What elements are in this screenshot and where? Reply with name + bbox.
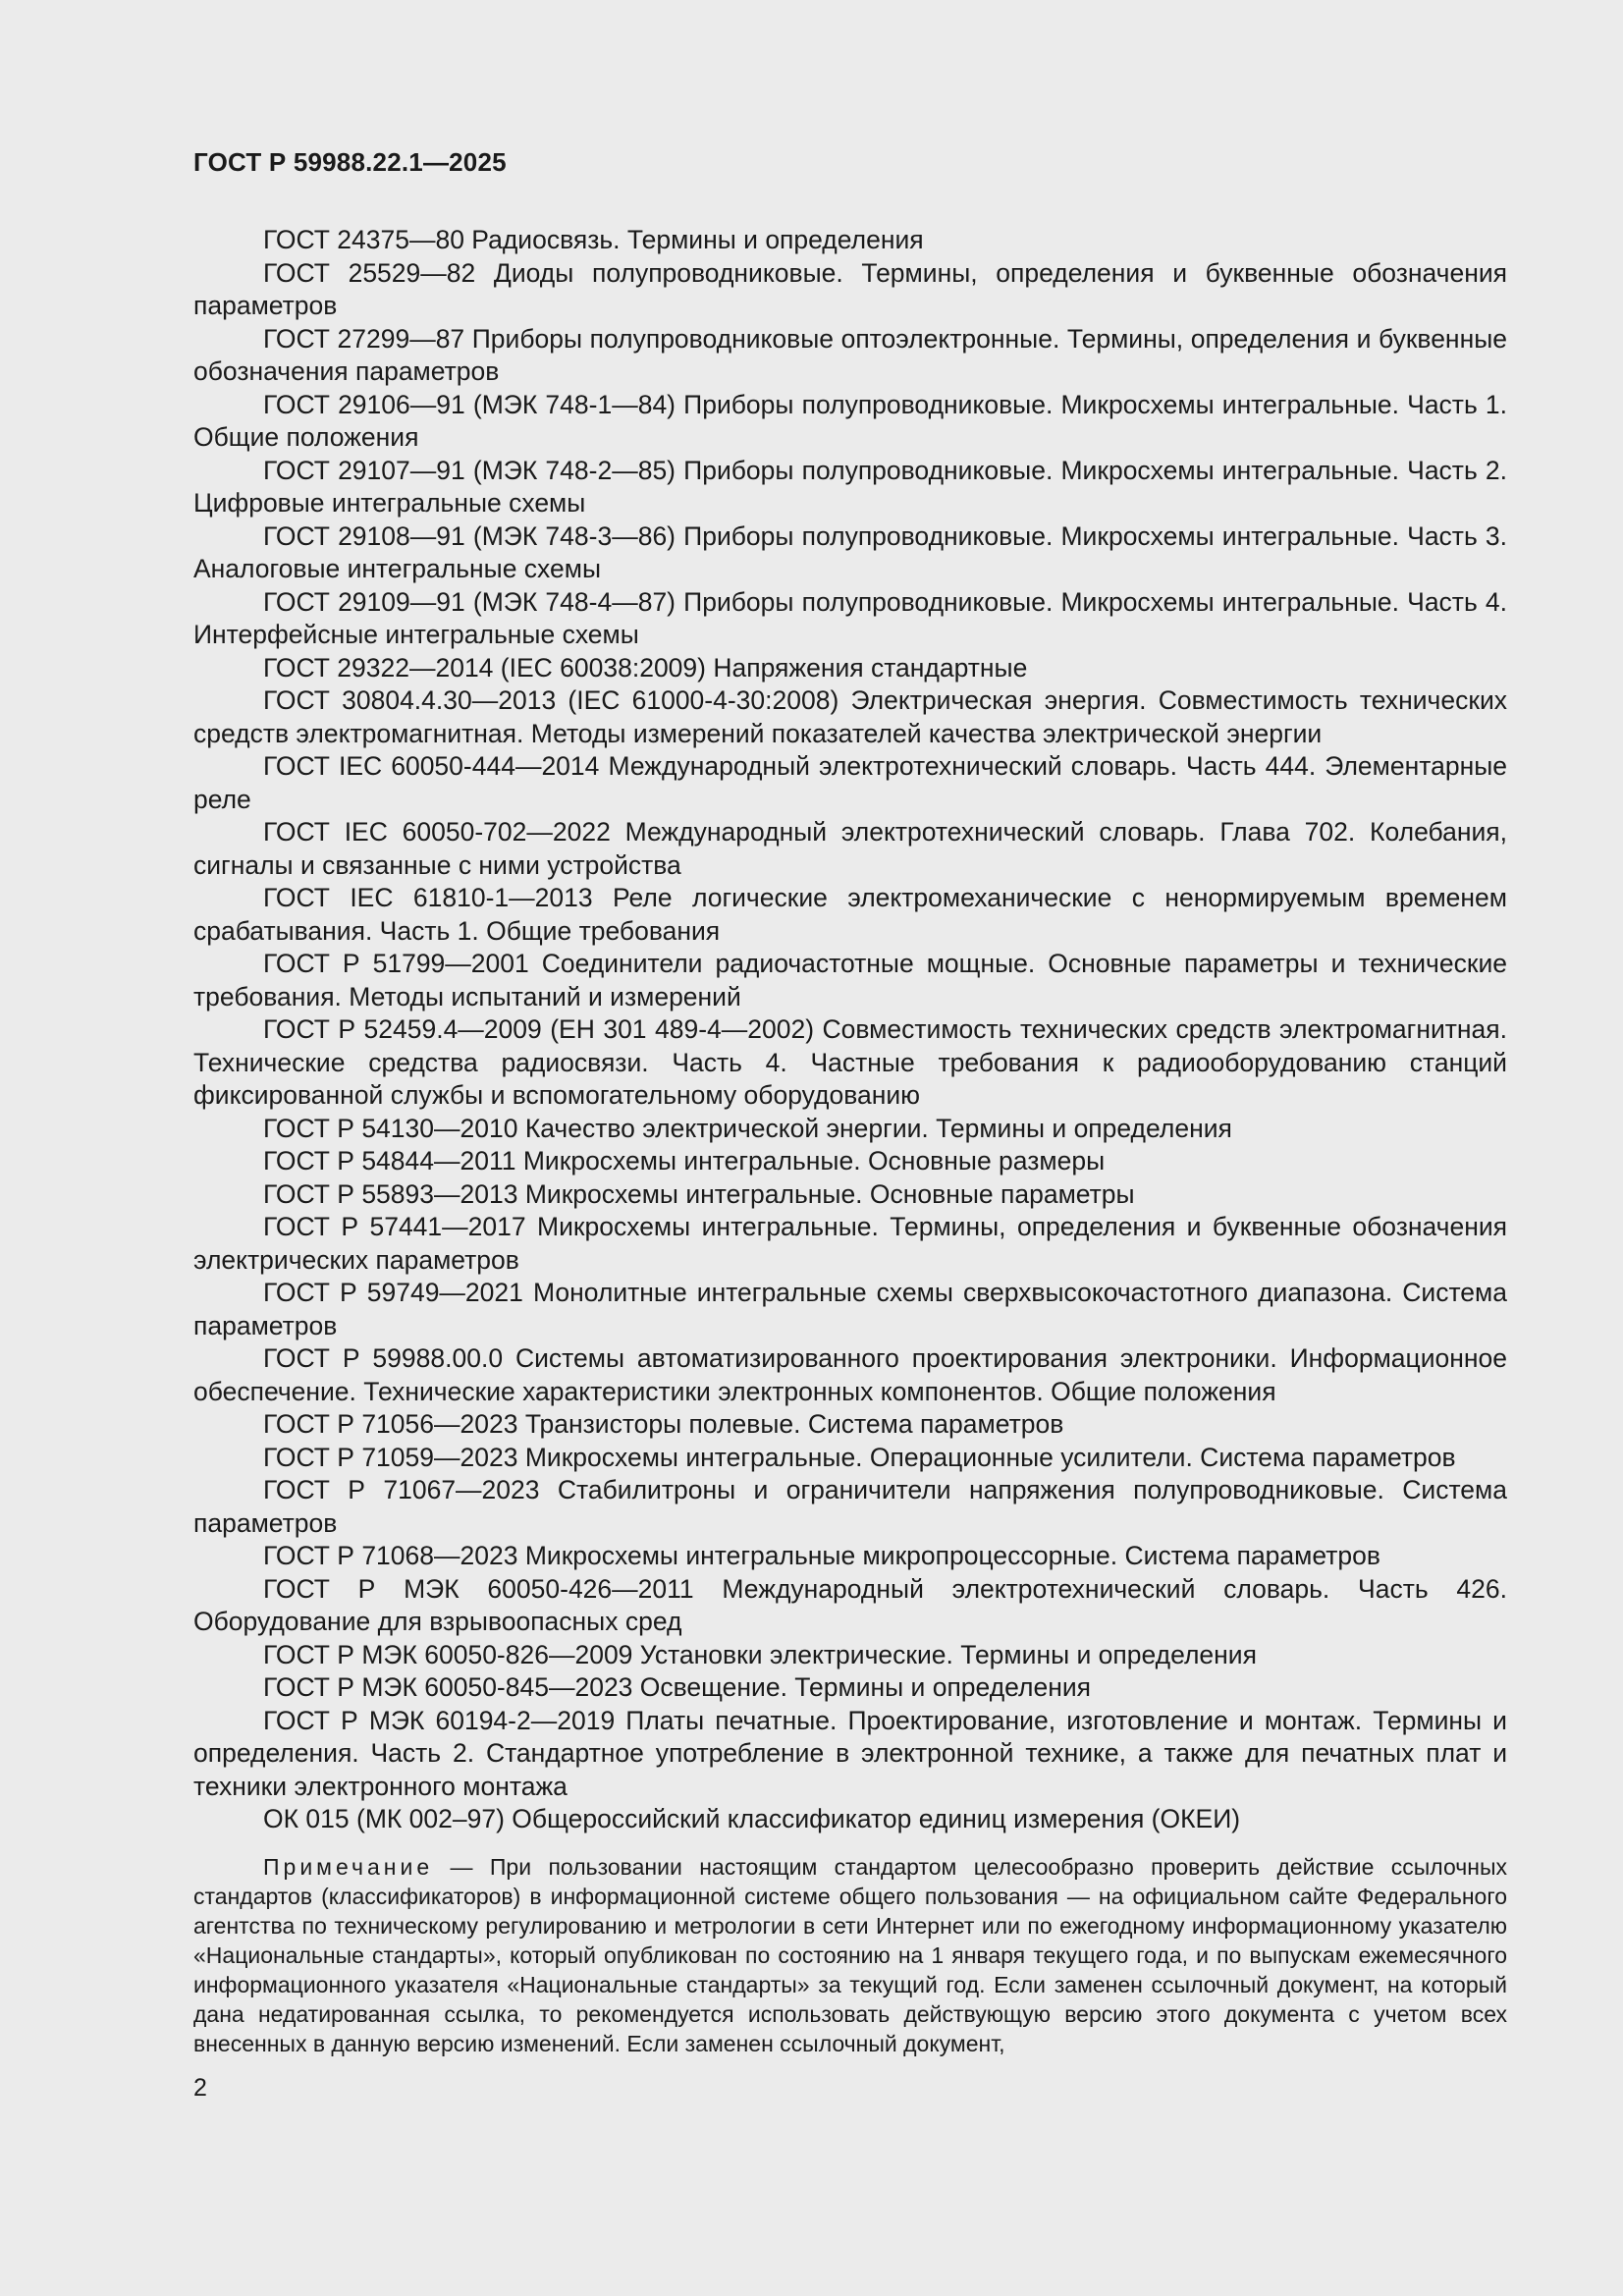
reference-item: ГОСТ 30804.4.30—2013 (IEC 61000-4-30:2008) Электрическая энергия. Совместимость технических средств электромагнитная. Методы измерений показателей качества электрической энергии [193, 685, 1507, 748]
reference-item: ОК 015 (МК 002–97) Общероссийский классификатор единиц измерения (ОКЕИ) [263, 1804, 1241, 1833]
reference-item: ГОСТ 25529—82 Диоды полупроводниковые. Термины, определения и буквенные обозначения параметров [193, 257, 1507, 320]
reference-item: ГОСТ Р 71059—2023 Микросхемы интегральные. Операционные усилители. Система параметров [263, 1442, 1456, 1472]
reference-item: ГОСТ Р 71067—2023 Стабилитроны и ограничители напряжения полупроводниковые. Система параметров [193, 1475, 1507, 1538]
note-text: — При пользовании настоящим стандартом целесообразно проверить действие ссылочных стандартов (классификаторов) в информационной системе общего пользования — на официальном сайте Федерального агентства по техническому регулированию и метрологии в сети Интернет или по ежегодному информационному указателю «Национальные стандарты», который опубликован по состоянию на 1 января текущего года, и по выпускам ежемесячного информационного указателя «Национальные стандарты» за текущий год. Если заменен ссылочный документ, на который дана недатированная ссылка, то рекомендуется использовать действующую версию этого документа с учетом всех внесенных в данную версию изменений. Если заменен ссылочный документ, [193, 1854, 1507, 2056]
page-number: 2 [193, 2074, 207, 2102]
reference-item: ГОСТ Р 51799—2001 Соединители радиочастотные мощные. Основные параметры и технические требования. Методы испытаний и измерений [193, 949, 1507, 1011]
reference-item: ГОСТ Р 55893—2013 Микросхемы интегральные. Основные параметры [263, 1178, 1135, 1209]
reference-item: ГОСТ Р МЭК 60050-426—2011 Международный электротехнический словарь. Часть 426. Оборудование для взрывоопасных сред [193, 1573, 1507, 1636]
note-paragraph [193, 1852, 1507, 2058]
reference-item: ГОСТ Р МЭК 60050-826—2009 Установки электрические. Термины и определения [263, 1639, 1257, 1669]
reference-item: ГОСТ 29108—91 (МЭК 748-3—86) Приборы полупроводниковые. Микросхемы интегральные. Часть 3. Аналоговые интегральные схемы [193, 520, 1507, 583]
reference-item: ГОСТ Р 59988.00.0 Системы автоматизированного проектирования электроники. Информационное обеспечение. Технические характеристики электронных компонентов. Общие положения [193, 1343, 1507, 1406]
reference-item: ГОСТ Р МЭК 60050-845—2023 Освещение. Термины и определения [263, 1672, 1092, 1702]
reference-item: ГОСТ Р 57441—2017 Микросхемы интегральные. Термины, определения и буквенные обозначения электрических параметров [193, 1212, 1507, 1275]
note-label: Примечание [263, 1854, 434, 1880]
normative-references-list [193, 224, 1507, 1836]
reference-item: ГОСТ Р 54844—2011 Микросхемы интегральные. Основные размеры [263, 1146, 1106, 1175]
reference-item: ГОСТ 29322—2014 (IEC 60038:2009) Напряжения стандартные [263, 652, 1028, 683]
reference-item: ГОСТ Р МЭК 60194-2—2019 Платы печатные. Проектирование, изготовление и монтаж. Термины и определения. Часть 2. Стандартное употребление в электронной технике, а также для печатных плат и техники электронного монтажа [193, 1705, 1507, 1801]
reference-item: ГОСТ 24375—80 Радиосвязь. Термины и определения [263, 225, 924, 254]
reference-item: ГОСТ Р 54130—2010 Качество электрической энергии. Термины и определения [263, 1113, 1232, 1143]
reference-item: ГОСТ 29106—91 (МЭК 748-1—84) Приборы полупроводниковые. Микросхемы интегральные. Часть 1. Общие положения [193, 389, 1507, 452]
reference-item: ГОСТ IEC 60050-702—2022 Международный электротехнический словарь. Глава 702. Колебания, сигналы и связанные с ними устройства [193, 817, 1507, 880]
reference-item: ГОСТ 29107—91 (МЭК 748-2—85) Приборы полупроводниковые. Микросхемы интегральные. Часть 2. Цифровые интегральные схемы [193, 455, 1507, 518]
document-header: ГОСТ Р 59988.22.1—2025 [193, 147, 507, 177]
reference-item: ГОСТ Р 52459.4—2009 (ЕН 301 489-4—2002) Совместимость технических средств электромагнитная. Технические средства радиосвязи. Часть 4. Частные требования к радиооборудованию станций фиксированной службы и вспомогательному оборудованию [193, 1014, 1507, 1110]
reference-item: ГОСТ Р 59749—2021 Монолитные интегральные схемы сверхвысокочастотного диапазона. Система параметров [193, 1278, 1507, 1340]
reference-item: ГОСТ Р 71068—2023 Микросхемы интегральные микропроцессорные. Система параметров [263, 1541, 1380, 1570]
reference-item: ГОСТ Р 71056—2023 Транзисторы полевые. Система параметров [263, 1409, 1064, 1439]
reference-item: ГОСТ 27299—87 Приборы полупроводниковые оптоэлектронные. Термины, определения и буквенные обозначения параметров [193, 323, 1507, 386]
reference-item: ГОСТ IEC 60050-444—2014 Международный электротехнический словарь. Часть 444. Элементарные реле [193, 751, 1507, 814]
reference-item: ГОСТ 29109—91 (МЭК 748-4—87) Приборы полупроводниковые. Микросхемы интегральные. Часть 4. Интерфейсные интегральные схемы [193, 586, 1507, 649]
reference-item: ГОСТ IEC 61810-1—2013 Реле логические электромеханические с ненормируемым временем срабатывания. Часть 1. Общие требования [193, 883, 1507, 946]
